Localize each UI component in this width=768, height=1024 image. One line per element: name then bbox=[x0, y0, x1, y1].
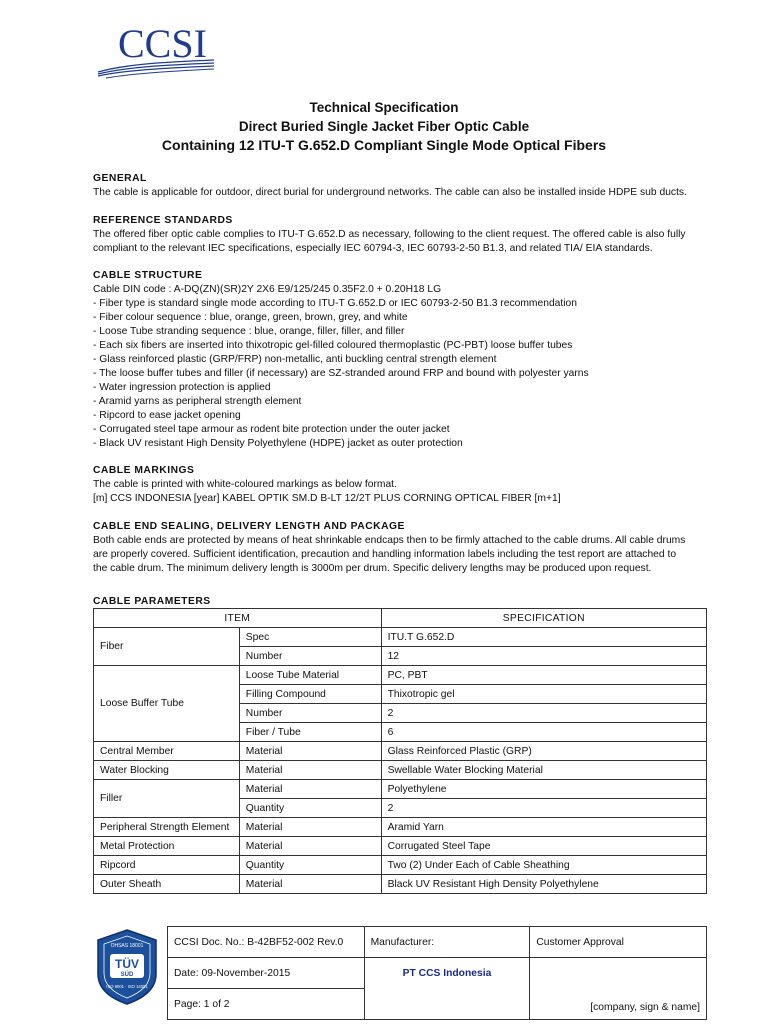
section-heading: GENERAL bbox=[93, 173, 147, 184]
section-line: - Glass reinforced plastic (GRP/FRP) non-metallic, anti buckling central strength element bbox=[93, 354, 497, 365]
spec-cell: Black UV Resistant High Density Polyethylene bbox=[381, 875, 706, 894]
doc-number: CCSI Doc. No.: B-42BF52-002 Rev.0 bbox=[168, 927, 365, 958]
item-cell: Water Blocking bbox=[94, 761, 240, 780]
table-row bbox=[94, 666, 707, 685]
document-footer-table bbox=[167, 926, 707, 1020]
property-cell: Loose Tube Material bbox=[239, 666, 381, 685]
table-row bbox=[94, 628, 707, 647]
document-date: Date: 09-November-2015 bbox=[168, 958, 365, 989]
section-heading: CABLE MARKINGS bbox=[93, 465, 195, 476]
table-row bbox=[94, 761, 707, 780]
badge-mark-text: TÜV bbox=[115, 957, 139, 971]
table-row bbox=[94, 856, 707, 875]
section-cable-markings bbox=[93, 464, 713, 506]
item-cell: Fiber bbox=[94, 628, 240, 666]
section-line: - Black UV resistant High Density Polyethylene (HDPE) jacket as outer protection bbox=[93, 438, 463, 449]
table-row bbox=[94, 742, 707, 761]
approval-note: [company, sign & name] bbox=[530, 958, 707, 1020]
item-cell: Filler bbox=[94, 780, 240, 818]
section-general bbox=[93, 172, 713, 200]
table-row bbox=[94, 818, 707, 837]
customer-approval-label: Customer Approval bbox=[530, 927, 707, 958]
badge-sub-text: SÜD bbox=[120, 972, 134, 978]
property-cell: Material bbox=[239, 742, 381, 761]
spec-cell: ITU.T G.652.D bbox=[381, 628, 706, 647]
section-line: The offered fiber optic cable complies to ITU-T G.652.D as necessary, following to the client request. The offered cable is also fully bbox=[93, 229, 686, 240]
header-item: ITEM bbox=[94, 609, 382, 628]
item-cell: Central Member bbox=[94, 742, 240, 761]
section-line: - Fiber colour sequence : blue, orange, green, brown, grey, and white bbox=[93, 312, 408, 323]
header-specification: SPECIFICATION bbox=[381, 609, 706, 628]
section-heading: CABLE STRUCTURE bbox=[93, 270, 203, 281]
section-line: - Ripcord to ease jacket opening bbox=[93, 410, 241, 421]
section-line: The cable is printed with white-coloured markings as below format. bbox=[93, 479, 397, 490]
section-heading: CABLE END SEALING, DELIVERY LENGTH AND PACKAGE bbox=[93, 521, 405, 532]
logo-swoosh-icon bbox=[96, 50, 236, 80]
title-line-2: Direct Buried Single Jacket Fiber Optic Cable bbox=[238, 119, 530, 134]
spec-cell: Corrugated Steel Tape bbox=[381, 837, 706, 856]
item-cell: Metal Protection bbox=[94, 837, 240, 856]
title-line-1: Technical Specification bbox=[309, 100, 459, 115]
section-line: - Aramid yarns as peripheral strength element bbox=[93, 396, 302, 407]
ccsi-logo bbox=[96, 22, 236, 80]
spec-cell: 12 bbox=[381, 647, 706, 666]
property-cell: Material bbox=[239, 875, 381, 894]
section-line: the cable drum. The minimum delivery length is 3000m per drum. Specific delivery lengths may be produced upon request. bbox=[93, 563, 652, 574]
spec-cell: Swellable Water Blocking Material bbox=[381, 761, 706, 780]
table-row bbox=[94, 837, 707, 856]
spec-cell: 2 bbox=[381, 799, 706, 818]
section-line: - Fiber type is standard single mode according to ITU-T G.652.D or IEC 60793-2-50 B1.3 recommendation bbox=[93, 298, 577, 309]
property-cell: Spec bbox=[239, 628, 381, 647]
cable-parameters-table bbox=[93, 608, 707, 894]
spec-cell: Polyethylene bbox=[381, 780, 706, 799]
logo-text: CCSI bbox=[118, 21, 207, 66]
property-cell: Material bbox=[239, 837, 381, 856]
property-cell: Filling Compound bbox=[239, 685, 381, 704]
section-line: - Each six fibers are inserted into thixotropic gel-filled coloured thermoplastic (PC-PBT) loose buffer tubes bbox=[93, 340, 573, 351]
item-cell: Outer Sheath bbox=[94, 875, 240, 894]
section-reference-standards bbox=[93, 214, 713, 256]
section-line: Cable DIN code : A-DQ(ZN)(SR)2Y 2X6 E9/125/245 0.35F2.0 + 0.20H18 LG bbox=[93, 284, 442, 295]
section-cable-structure bbox=[93, 269, 713, 451]
badge-bottom-text: ISO 9001 · ISO 14001 bbox=[106, 984, 148, 989]
spec-cell: Aramid Yarn bbox=[381, 818, 706, 837]
property-cell: Number bbox=[239, 704, 381, 723]
property-cell: Fiber / Tube bbox=[239, 723, 381, 742]
spec-cell: Glass Reinforced Plastic (GRP) bbox=[381, 742, 706, 761]
document-titles bbox=[0, 98, 768, 155]
property-cell: Material bbox=[239, 761, 381, 780]
page-number: Page: 1 of 2 bbox=[168, 989, 365, 1020]
item-cell: Loose Buffer Tube bbox=[94, 666, 240, 742]
section-end-sealing bbox=[93, 520, 713, 576]
section-cable-parameters bbox=[93, 595, 713, 609]
section-line: Both cable ends are protected by means of heat shrinkable endcaps then to be firmly attached to the cable drums. All cable drums bbox=[93, 535, 686, 546]
manufacturer-name: PT CCS Indonesia bbox=[364, 958, 530, 1020]
property-cell: Material bbox=[239, 780, 381, 799]
property-cell: Quantity bbox=[239, 856, 381, 875]
item-cell: Peripheral Strength Element bbox=[94, 818, 240, 837]
spec-cell: Thixotropic gel bbox=[381, 685, 706, 704]
manufacturer-label: Manufacturer: bbox=[364, 927, 530, 958]
section-line: [m] CCS INDONESIA [year] KABEL OPTIK SM.D B-LT 12/2T PLUS CORNING OPTICAL FIBER [m+1] bbox=[93, 493, 561, 504]
footer-row bbox=[168, 958, 707, 989]
spec-cell: Two (2) Under Each of Cable Sheathing bbox=[381, 856, 706, 875]
footer-row bbox=[168, 927, 707, 958]
spec-cell: 2 bbox=[381, 704, 706, 723]
badge-top-text: OHSAS 18001 bbox=[110, 943, 144, 949]
section-line: compliant to the relevant IEC specifications, especially IEC 60794-3, IEC 60793-2-50 B1.3, and related TIA/ EIA standards. bbox=[93, 243, 653, 254]
section-line: are properly covered. Sufficient identification, precaution and handling information labels including the test report are attached to bbox=[93, 549, 677, 560]
section-line: - Water ingression protection is applied bbox=[93, 382, 271, 393]
property-cell: Quantity bbox=[239, 799, 381, 818]
item-cell: Ripcord bbox=[94, 856, 240, 875]
spec-cell: 6 bbox=[381, 723, 706, 742]
title-line-3: Containing 12 ITU-T G.652.D Compliant Single Mode Optical Fibers bbox=[161, 137, 607, 153]
section-line: - The loose buffer tubes and filler (if necessary) are SZ-stranded around FRP and bound with polyester yarns bbox=[93, 368, 589, 379]
property-cell: Material bbox=[239, 818, 381, 837]
table-header-row bbox=[94, 609, 707, 628]
table-row bbox=[94, 875, 707, 894]
spec-cell: PC, PBT bbox=[381, 666, 706, 685]
table-row bbox=[94, 780, 707, 799]
section-heading: REFERENCE STANDARDS bbox=[93, 215, 233, 226]
section-line: - Loose Tube stranding sequence : blue, orange, filler, filler, and filler bbox=[93, 326, 405, 337]
tuv-certification-badge-icon bbox=[92, 926, 162, 1006]
section-line: The cable is applicable for outdoor, direct burial for underground networks. The cable can also be installed inside HDPE sub ducts. bbox=[93, 187, 687, 198]
section-heading: CABLE PARAMETERS bbox=[93, 596, 211, 607]
property-cell: Number bbox=[239, 647, 381, 666]
section-line: - Corrugated steel tape armour as rodent bite protection under the outer jacket bbox=[93, 424, 450, 435]
